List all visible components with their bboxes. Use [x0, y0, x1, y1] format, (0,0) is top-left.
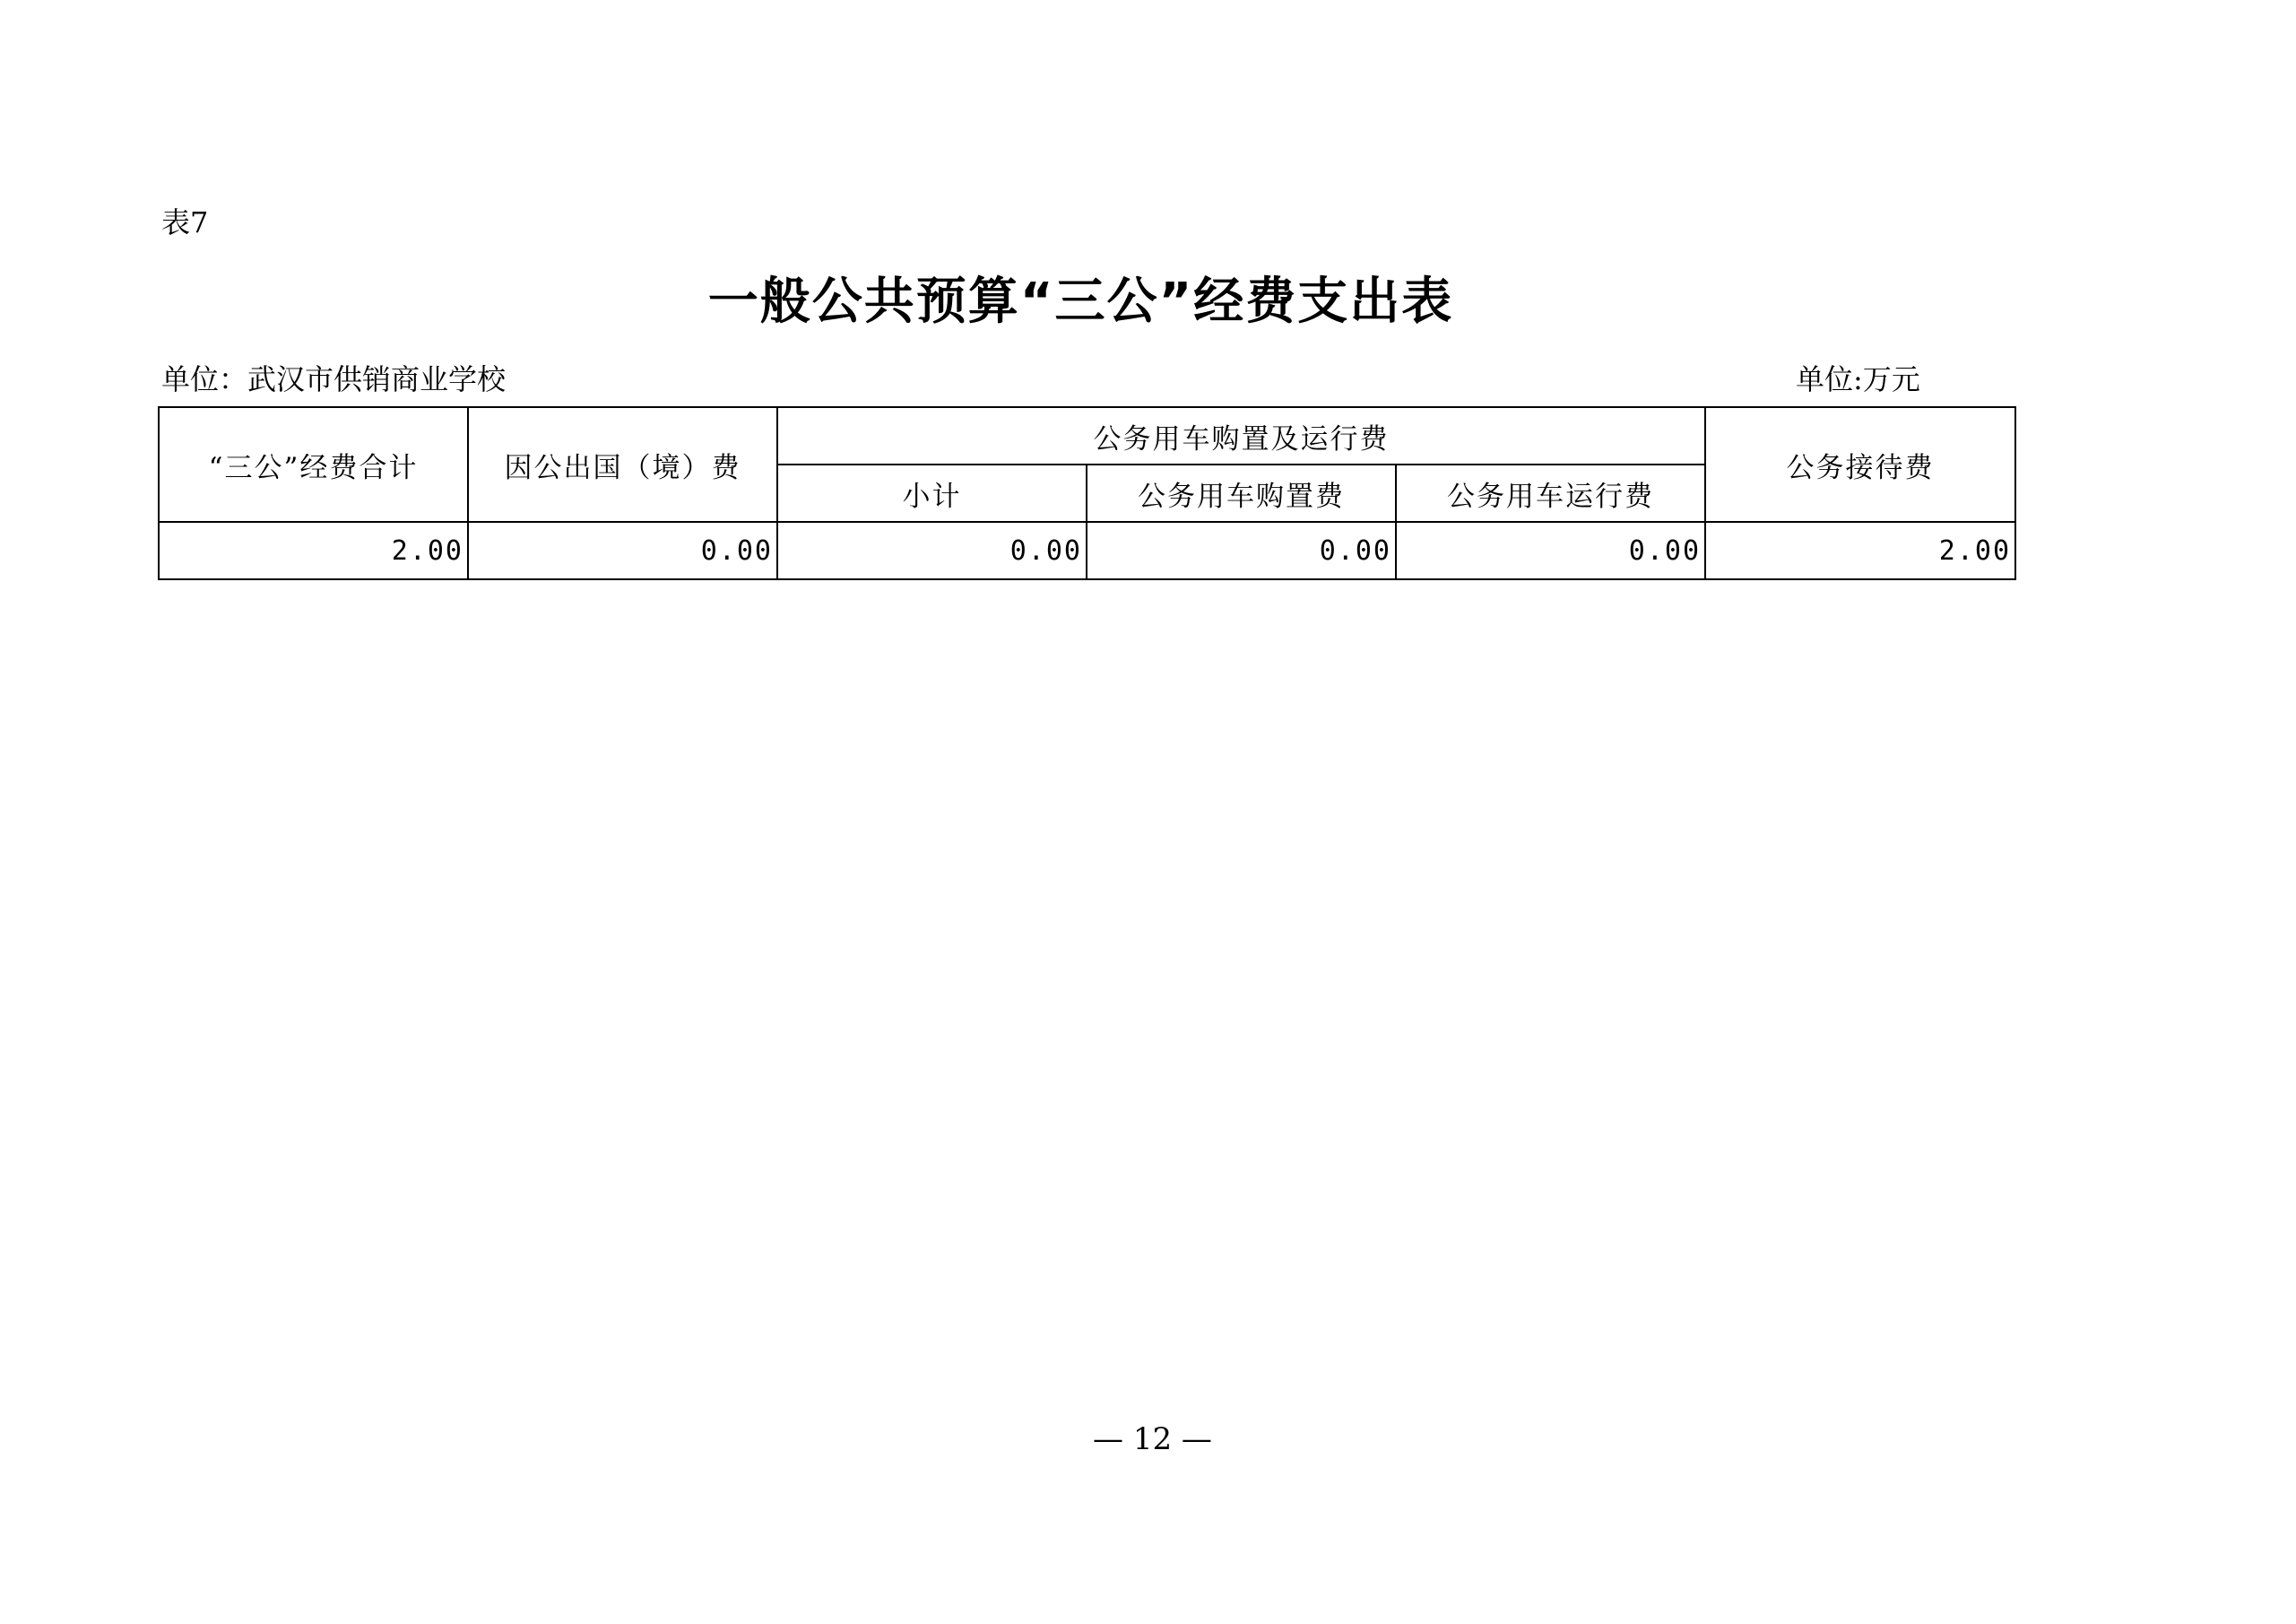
cell-overseas: 0.00: [468, 522, 777, 579]
page-number: — 12 —: [1093, 1421, 1212, 1457]
table-row: [159, 522, 2015, 579]
table-number-label: 表7: [161, 205, 209, 239]
page-number-wrapper: [0, 1420, 2296, 1459]
cell-vehicle-subtotal: 0.00: [777, 522, 1087, 579]
three-public-expenses-table: [158, 406, 2016, 580]
table-header-row-1: [159, 407, 2015, 465]
header-overseas: 因公出国（境）费: [468, 407, 777, 522]
cell-vehicle-operation: 0.00: [1396, 522, 1705, 579]
document-title: 一般公共预算“三公”经费支出表: [707, 273, 1454, 331]
unit-currency: 单位:万元: [1796, 362, 1920, 396]
cell-reception: 2.00: [1705, 522, 2015, 579]
header-vehicle-operation: 公务用车运行费: [1396, 465, 1705, 522]
cell-vehicle-purchase: 0.00: [1087, 522, 1396, 579]
document-title-wrapper: [0, 271, 2296, 334]
header-reception: 公务接待费: [1705, 407, 2015, 522]
cell-total: 2.00: [159, 522, 468, 579]
header-vehicle-purchase: 公务用车购置费: [1087, 465, 1396, 522]
unit-organization: 单位：武汉市供销商业学校: [161, 362, 507, 396]
header-vehicle-subtotal: 小计: [777, 465, 1087, 522]
header-vehicle-group: 公务用车购置及运行费: [777, 407, 1705, 465]
header-total: “三公”经费合计: [159, 407, 468, 522]
